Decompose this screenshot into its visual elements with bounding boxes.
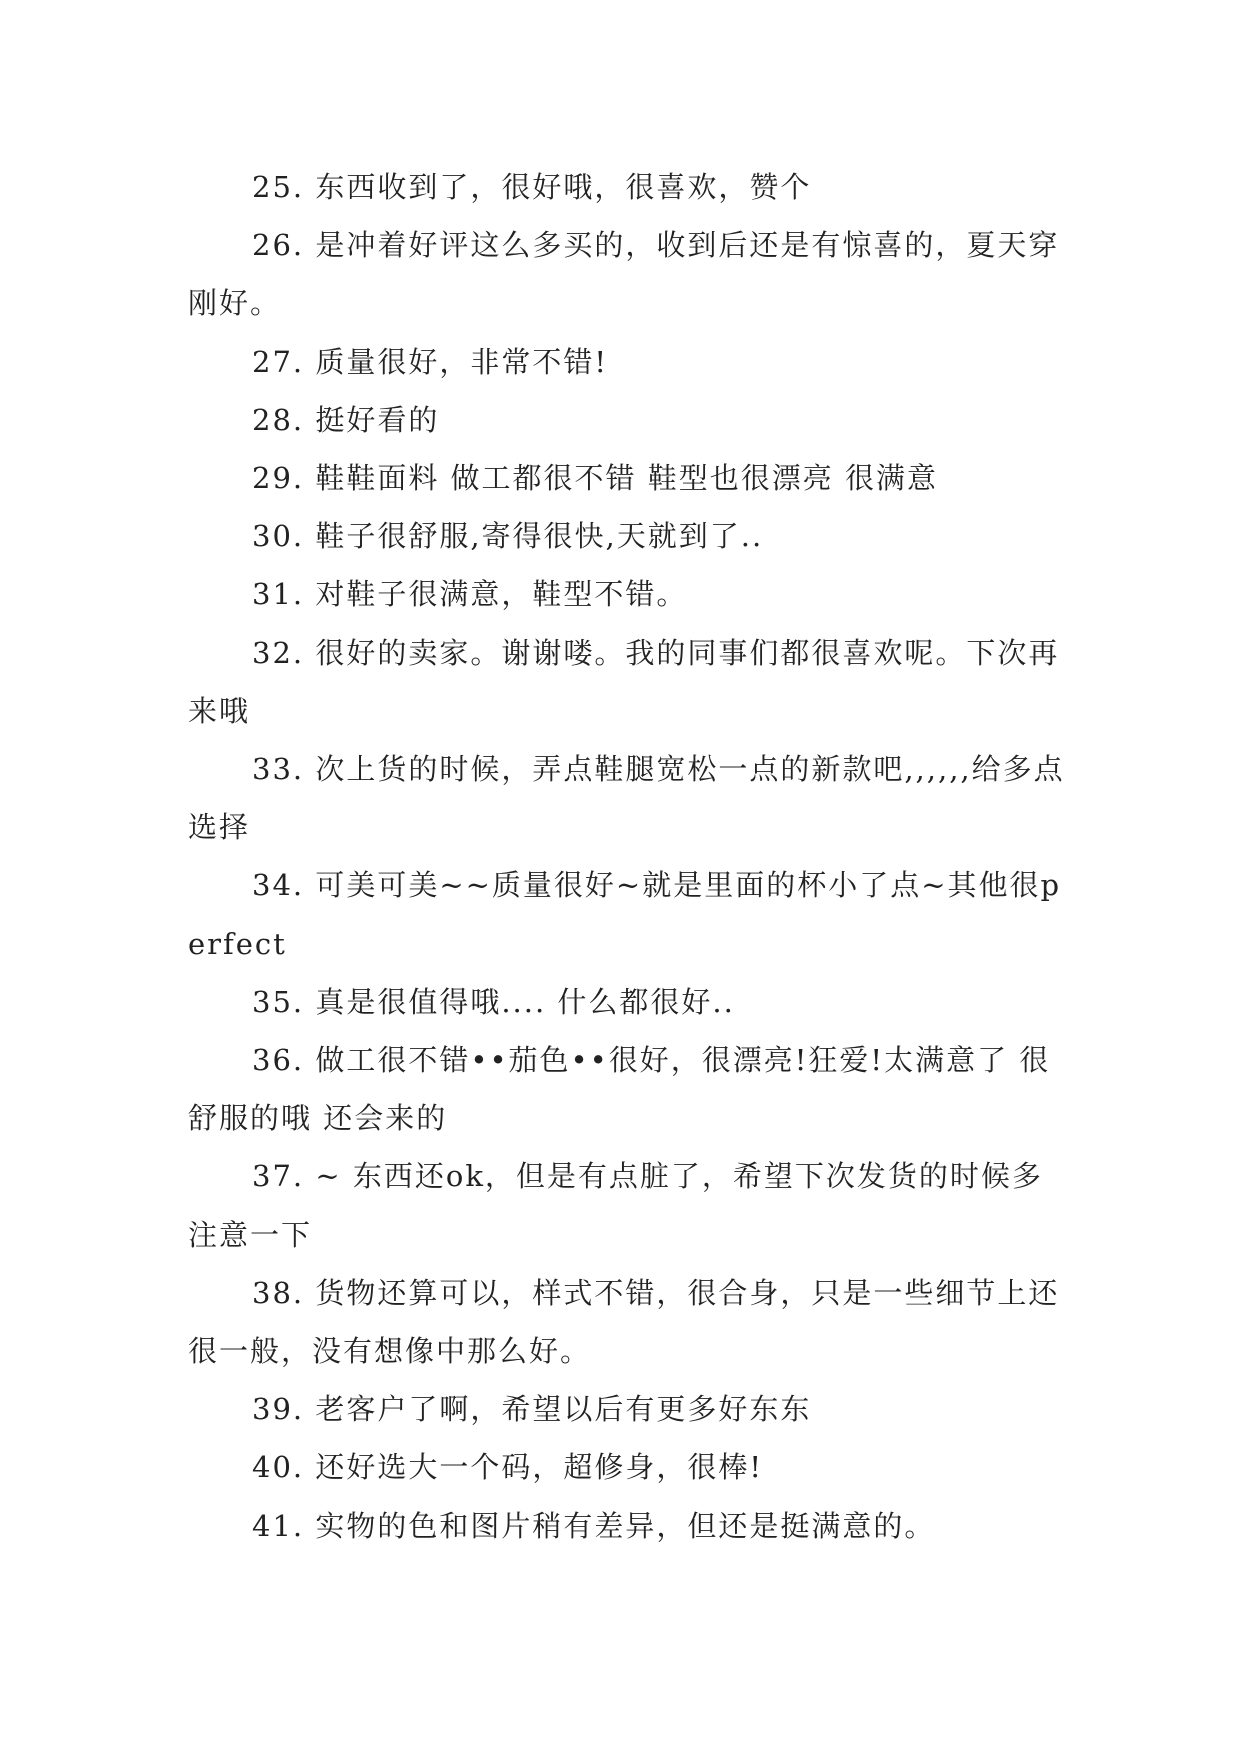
review-item-36: 36. 做工很不错••茄色••很好，很漂亮!狂爱!太满意了 很舒服的哦 还会来的 — [188, 1043, 1051, 1136]
review-item-30: 30. 鞋子很舒服,寄得很快,天就到了.. — [252, 519, 764, 554]
review-item-37: 37. ~ 东西还ok，但是有点脏了，希望下次发货的时候多注意一下 — [188, 1159, 1043, 1252]
review-item-34: 34. 可美可美~~质量很好~就是里面的杯小了点~其他很perfect — [188, 868, 1062, 961]
review-item-39: 39. 老客户了啊，希望以后有更多好东东 — [252, 1392, 812, 1427]
review-item-41: 41. 实物的色和图片稍有差异，但还是挺满意的。 — [252, 1508, 936, 1543]
review-list — [188, 158, 1068, 1555]
review-item-29: 29. 鞋鞋面料 做工都很不错 鞋型也很漂亮 很满意 — [252, 461, 938, 496]
review-item-27: 27. 质量很好，非常不错! — [252, 344, 608, 379]
review-item-40: 40. 还好选大一个码，超修身，很棒! — [252, 1450, 763, 1485]
review-item-26: 26. 是冲着好评这么多买的，收到后还是有惊喜的，夏天穿刚好。 — [188, 228, 1060, 321]
review-item-25: 25. 东西收到了，很好哦，很喜欢，赞个 — [252, 170, 812, 204]
review-item-33: 33. 次上货的时候，弄点鞋腿宽松一点的新款吧,,,,,,给多点选择 — [188, 752, 1065, 845]
review-item-32: 32. 很好的卖家。谢谢喽。我的同事们都很喜欢呢。下次再来哦 — [188, 635, 1060, 728]
review-item-38: 38. 货物还算可以，样式不错，很合身，只是一些细节上还很一般，没有想像中那么好。 — [188, 1275, 1060, 1369]
review-item-35: 35. 真是很值得哦.... 什么都很好.. — [252, 984, 735, 1019]
review-item-28: 28. 挺好看的 — [252, 402, 440, 437]
review-item-31: 31. 对鞋子很满意，鞋型不错。 — [252, 577, 688, 612]
